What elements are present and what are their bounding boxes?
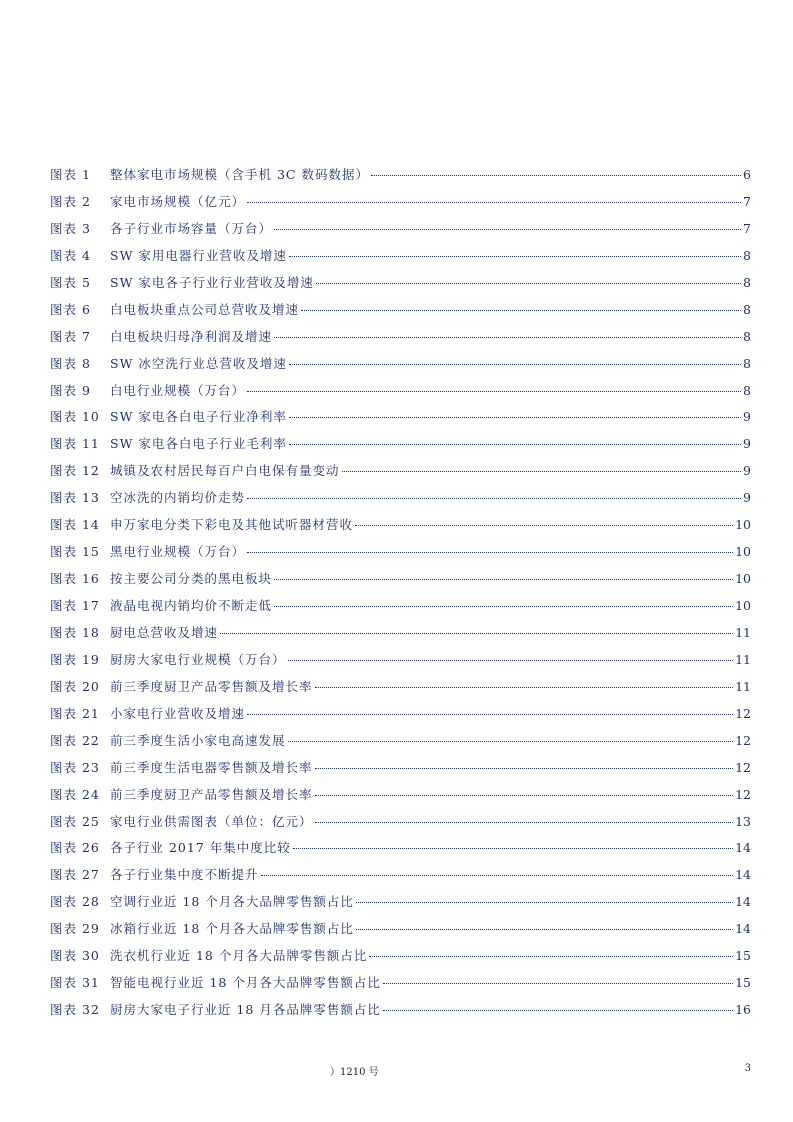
toc-figure-label: 图表 8: [50, 355, 91, 371]
toc-figure-title: 白电板块重点公司总营收及增速: [110, 301, 300, 317]
toc-figure-label: 图表 12: [50, 463, 100, 479]
toc-figure-label: 图表 6: [50, 301, 91, 317]
toc-figure-label: 图表 32: [50, 1002, 100, 1018]
toc-figure-label: 图表 1: [50, 167, 91, 182]
toc-figure-title: 空冰洗的内销均价走势: [110, 490, 246, 506]
toc-figure-title: 家电市场规模（亿元）: [110, 193, 246, 209]
toc-figure-label: 图表 7: [50, 328, 91, 344]
toc-dot-leader: [274, 578, 733, 580]
toc-dot-leader: [289, 255, 741, 257]
toc-figure-title: 整体家电市场规模（含手机 3C 数码数据）: [110, 167, 369, 182]
toc-figure-title: 空调行业近 18 个月各大品牌零售额占比: [110, 894, 354, 910]
toc-page-number: 8: [743, 382, 751, 398]
toc-entry[interactable]: [50, 919, 751, 946]
toc-dot-leader: [315, 821, 734, 823]
toc-figure-title: SW 家用电器行业营收及增速: [110, 247, 287, 263]
toc-page-number: 10: [735, 598, 751, 613]
toc-entry[interactable]: [50, 461, 751, 488]
toc-entry[interactable]: [50, 273, 751, 300]
toc-page-number: 12: [735, 732, 751, 748]
toc-entry[interactable]: [50, 677, 751, 704]
toc-figure-title: 各子行业集中度不断提升: [110, 867, 259, 883]
toc-dot-leader: [247, 551, 733, 553]
toc-dot-leader: [247, 497, 741, 499]
toc-dot-leader: [261, 874, 734, 876]
toc-figure-title: 各子行业 2017 年集中度比较: [110, 840, 291, 856]
toc-dot-leader: [288, 740, 734, 742]
toc-page-number: 8: [743, 355, 751, 371]
toc-figure-label: 图表 30: [50, 948, 100, 964]
toc-entry[interactable]: [50, 542, 751, 569]
toc-page-number: 11: [735, 678, 751, 694]
toc-dot-leader: [247, 201, 741, 203]
toc-dot-leader: [301, 309, 741, 311]
toc-figure-label: 图表 20: [50, 678, 100, 694]
toc-figure-label: 图表 11: [50, 436, 100, 452]
toc-figure-title: 前三季度厨卫产品零售额及增长率: [110, 786, 313, 802]
toc-dot-leader: [289, 363, 741, 365]
toc-figure-label: 图表 2: [50, 193, 91, 209]
toc-entry[interactable]: [50, 892, 751, 919]
toc-entry[interactable]: [50, 219, 751, 246]
toc-page-number: 6: [743, 167, 751, 182]
toc-figure-label: 图表 10: [50, 409, 100, 425]
toc-figure-label: 图表 14: [50, 517, 100, 533]
toc-figure-label: 图表 18: [50, 624, 100, 640]
toc-figure-label: 图表 26: [50, 840, 100, 856]
toc-figure-label: 图表 16: [50, 571, 100, 587]
toc-page-number: 12: [735, 786, 751, 802]
toc-dot-leader: [220, 632, 733, 634]
toc-entry[interactable]: [50, 246, 751, 273]
toc-figure-title: 厨房大家电子行业近 18 月各品牌零售额占比: [110, 1002, 381, 1018]
toc-dot-leader: [247, 713, 733, 715]
toc-entry[interactable]: [50, 650, 751, 677]
toc-entry[interactable]: [50, 838, 751, 865]
toc-entry[interactable]: [50, 623, 751, 650]
toc-figure-label: 图表 31: [50, 975, 100, 991]
toc-page-number: 8: [743, 274, 751, 290]
toc-entry[interactable]: [50, 731, 751, 758]
toc-entry[interactable]: [50, 946, 751, 973]
toc-figure-label: 图表 28: [50, 894, 100, 910]
toc-entry[interactable]: [50, 515, 751, 542]
toc-figure-title: SW 家电各白电子行业净利率: [110, 409, 287, 425]
toc-figure-label: 图表 29: [50, 921, 100, 937]
toc-dot-leader: [247, 390, 741, 392]
toc-dot-leader: [383, 1009, 733, 1011]
toc-page-number: 7: [743, 193, 751, 209]
toc-page-number: 10: [735, 571, 751, 587]
toc-page-number: 9: [743, 409, 751, 425]
toc-page-number: 15: [735, 975, 751, 991]
toc-page-number: 14: [735, 894, 751, 910]
toc-figure-label: 图表 13: [50, 490, 100, 506]
toc-page-number: 7: [743, 220, 751, 236]
toc-page-number: 8: [743, 328, 751, 344]
toc-dot-leader: [356, 901, 733, 903]
toc-entry[interactable]: [50, 407, 751, 434]
toc-dot-leader: [342, 470, 742, 472]
toc-page-number: 9: [743, 490, 751, 506]
toc-figure-title: 前三季度生活小家电高速发展: [110, 732, 286, 748]
toc-entry[interactable]: [50, 165, 751, 192]
toc-page-number: 14: [735, 867, 751, 883]
toc-dot-leader: [315, 686, 734, 688]
footer-report-number: ）1210 号: [330, 1067, 379, 1078]
toc-dot-leader: [274, 228, 741, 230]
toc-page-number: 9: [743, 436, 751, 452]
toc-entry[interactable]: [50, 865, 751, 892]
toc-figure-title: 家电行业供需图表（单位：亿元）: [110, 813, 313, 829]
page-number: 3: [744, 1063, 751, 1074]
toc-entry[interactable]: [50, 785, 751, 812]
toc-dot-leader: [289, 443, 741, 445]
toc-figure-title: 前三季度厨卫产品零售额及增长率: [110, 678, 313, 694]
toc-page-number: 16: [735, 1002, 751, 1018]
toc-page-number: 14: [735, 921, 751, 937]
toc-figure-label: 图表 25: [50, 813, 100, 829]
toc-page-number: 11: [735, 624, 751, 640]
toc-entry[interactable]: [50, 381, 751, 408]
toc-figure-title: 洗衣机行业近 18 个月各大品牌零售额占比: [110, 948, 368, 964]
toc-entry[interactable]: [50, 488, 751, 515]
toc-dot-leader: [289, 416, 741, 418]
toc-figure-title: 黑电行业规模（万台）: [110, 544, 246, 560]
toc-dot-leader: [293, 847, 733, 849]
toc-entry[interactable]: [50, 354, 751, 381]
toc-figure-label: 图表 21: [50, 705, 100, 721]
toc-figure-title: 液晶电视内销均价不断走低: [110, 598, 273, 613]
toc-figure-title: 申万家电分类下彩电及其他试听器材营收: [110, 517, 354, 533]
toc-figure-title: SW 冰空洗行业总营收及增速: [110, 355, 287, 371]
toc-figure-label: 图表 15: [50, 544, 100, 560]
toc-figure-label: 图表 24: [50, 786, 100, 802]
toc-page-number: 12: [735, 705, 751, 721]
toc-entry[interactable]: [50, 758, 751, 785]
toc-entry[interactable]: [50, 300, 751, 327]
toc-figure-label: 图表 22: [50, 732, 100, 748]
toc-figure-title: 小家电行业营收及增速: [110, 705, 246, 721]
toc-page-number: 9: [743, 463, 751, 479]
toc-page-number: 12: [735, 759, 751, 775]
toc-page-number: 10: [735, 517, 751, 533]
toc-entry[interactable]: [50, 596, 751, 623]
toc-entry[interactable]: [50, 1000, 751, 1027]
figure-list: [50, 165, 751, 1027]
toc-figure-title: SW 家电各子行业行业营收及增速: [110, 274, 314, 290]
toc-page-number: 15: [735, 948, 751, 964]
toc-entry[interactable]: [50, 569, 751, 596]
toc-page-number: 11: [735, 651, 751, 667]
toc-dot-leader: [315, 794, 734, 796]
toc-entry[interactable]: [50, 434, 751, 461]
toc-figure-label: 图表 4: [50, 247, 91, 263]
toc-figure-title: 前三季度生活电器零售额及增长率: [110, 759, 313, 775]
toc-dot-leader: [274, 605, 733, 607]
toc-figure-label: 图表 27: [50, 867, 100, 883]
toc-page-number: 8: [743, 301, 751, 317]
toc-figure-title: SW 家电各白电子行业毛利率: [110, 436, 287, 452]
toc-figure-label: 图表 17: [50, 598, 100, 613]
toc-entry[interactable]: [50, 704, 751, 731]
toc-figure-title: 各子行业市场容量（万台）: [110, 220, 273, 236]
toc-figure-title: 按主要公司分类的黑电板块: [110, 571, 273, 587]
toc-page-number: 10: [735, 544, 751, 560]
toc-dot-leader: [315, 767, 734, 769]
toc-entry[interactable]: [50, 327, 751, 354]
toc-figure-title: 冰箱行业近 18 个月各大品牌零售额占比: [110, 921, 354, 937]
toc-figure-title: 白电行业规模（万台）: [110, 382, 246, 398]
toc-figure-label: 图表 9: [50, 382, 91, 398]
toc-figure-label: 图表 3: [50, 220, 91, 236]
toc-dot-leader: [288, 659, 734, 661]
toc-figure-title: 智能电视行业近 18 个月各大品牌零售额占比: [110, 975, 381, 991]
toc-dot-leader: [356, 928, 733, 930]
toc-dot-leader: [355, 524, 733, 526]
toc-dot-leader: [383, 982, 733, 984]
toc-entry[interactable]: [50, 812, 751, 839]
toc-figure-label: 图表 5: [50, 274, 91, 290]
toc-figure-title: 厨电总营收及增速: [110, 624, 219, 640]
toc-figure-label: 图表 19: [50, 651, 100, 667]
toc-dot-leader: [274, 336, 741, 338]
toc-dot-leader: [369, 955, 733, 957]
toc-figure-label: 图表 23: [50, 759, 100, 775]
toc-page-number: 14: [735, 840, 751, 856]
toc-entry[interactable]: [50, 192, 751, 219]
toc-page-number: 13: [735, 813, 751, 829]
toc-dot-leader: [371, 174, 741, 176]
toc-figure-title: 城镇及农村居民每百户白电保有量变动: [110, 463, 340, 479]
toc-figure-title: 厨房大家电行业规模（万台）: [110, 651, 286, 667]
toc-dot-leader: [316, 282, 741, 284]
toc-entry[interactable]: [50, 973, 751, 1000]
toc-figure-title: 白电板块归母净利润及增速: [110, 328, 273, 344]
toc-page-number: 8: [743, 247, 751, 263]
